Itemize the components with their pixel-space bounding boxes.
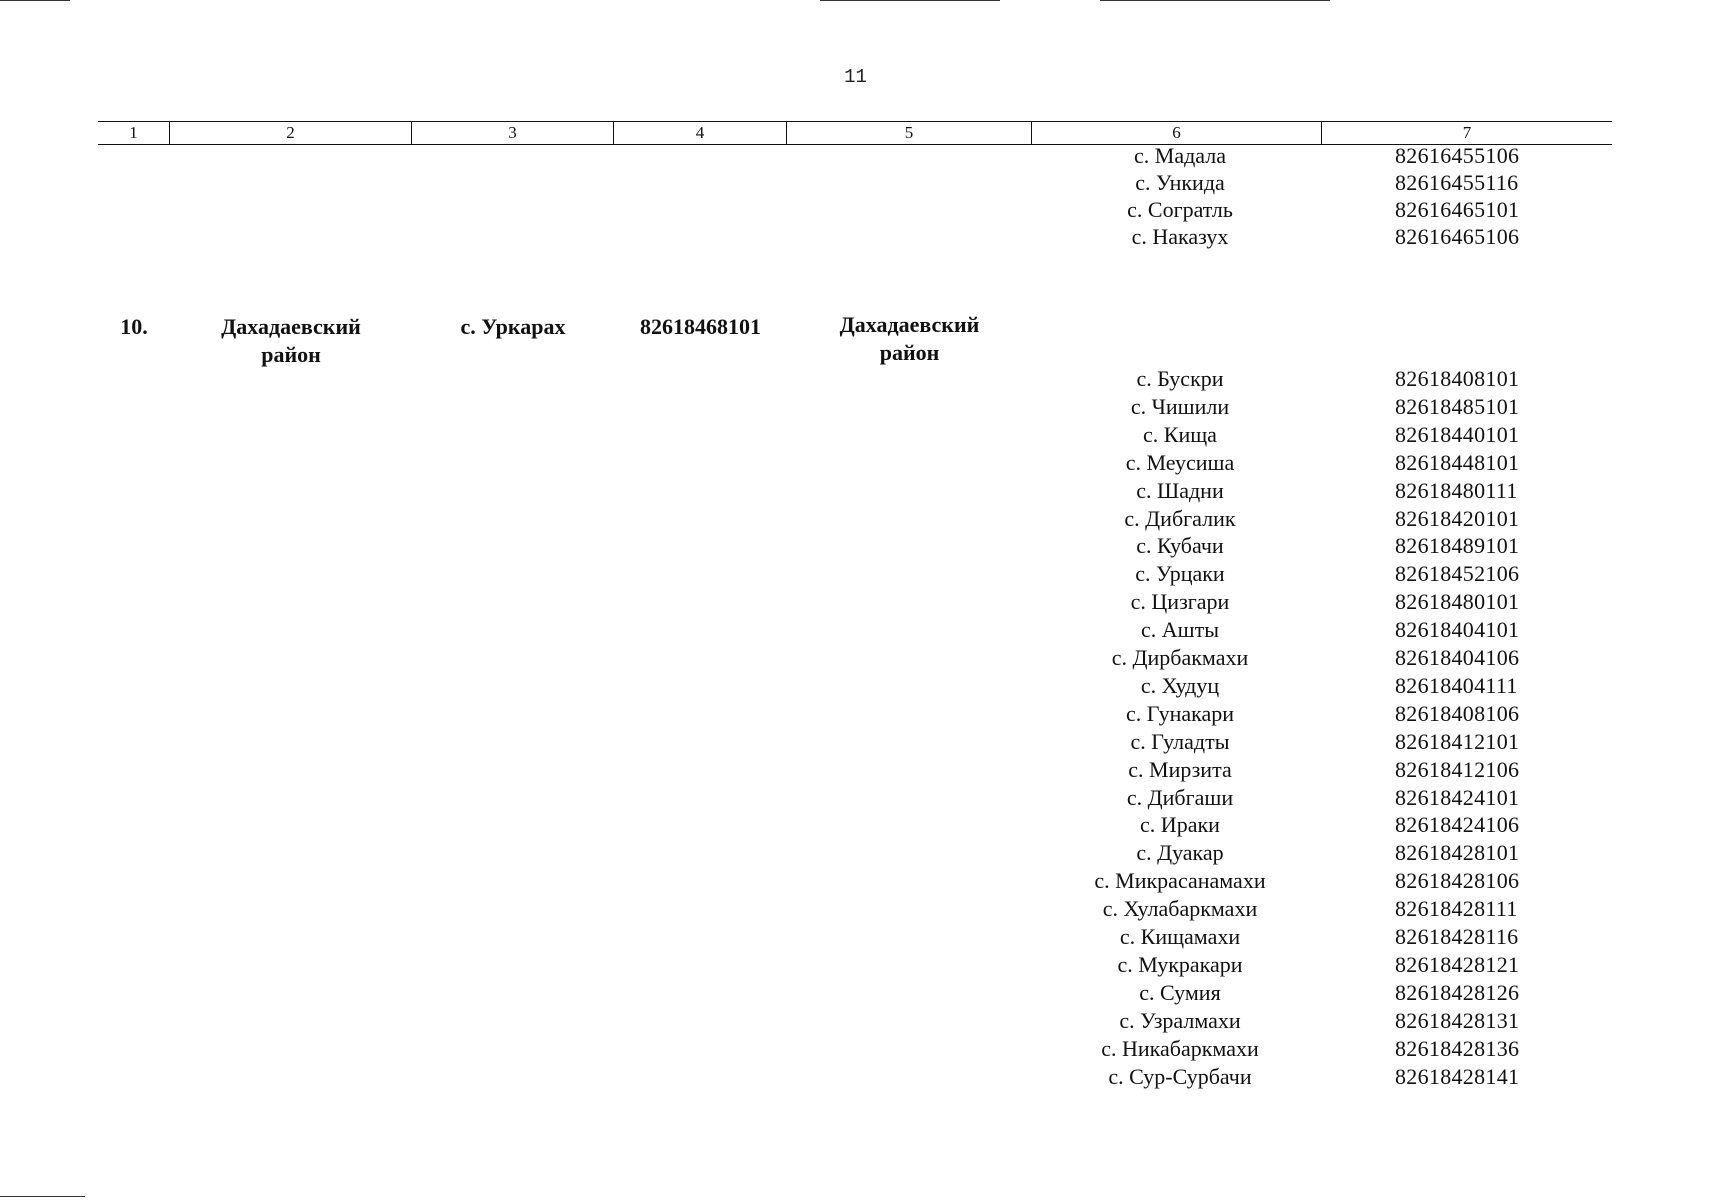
settlement-name: с. Бускри	[1136, 366, 1224, 391]
settlement-name: с. Кища	[1143, 421, 1217, 447]
settlement-name: с. Кубачи	[1136, 533, 1224, 559]
header-col-5: 5	[787, 122, 1032, 144]
settlement-name: с. Кищамахи	[1119, 924, 1241, 949]
settlement-name: с. Гунакари	[1125, 700, 1235, 726]
header-col-3: 3	[412, 122, 614, 144]
municipality-name-line1: Дахадаевский	[839, 312, 980, 337]
settlement-code: 82618404101	[1395, 617, 1520, 643]
district-name	[170, 313, 412, 369]
settlement-code: 82618408106	[1395, 700, 1520, 726]
settlement-name: с. Микрасанамахи	[1094, 868, 1266, 894]
center-code: 82618468101	[640, 314, 761, 339]
settlement-code: 82618480101	[1395, 589, 1520, 615]
settlement-code: 82616455116	[1395, 170, 1519, 195]
settlement-name: с. Узралмахи	[1119, 1007, 1241, 1033]
settlement-code: 82618428136	[1395, 1035, 1520, 1061]
settlement-code: 82618428121	[1395, 951, 1520, 977]
settlement-code: 82618428106	[1395, 868, 1520, 894]
settlement-code: 82618424101	[1395, 784, 1520, 810]
settlement-code: 82618428101	[1395, 840, 1520, 866]
settlement-name: с. Худуц	[1140, 672, 1220, 698]
page-number: 11	[844, 66, 867, 88]
settlement-code: 82618428126	[1395, 979, 1520, 1005]
settlement-code: 82618424106	[1395, 812, 1520, 838]
settlement-code: 82618489101	[1395, 533, 1520, 559]
settlement-name: с. Чишили	[1130, 393, 1230, 419]
settlement-name: с. Ункида	[1135, 170, 1225, 195]
settlement-code: 82618412106	[1395, 756, 1520, 782]
settlement-name: с. Мирзита	[1128, 756, 1232, 782]
settlement-name: с. Согратль	[1127, 197, 1233, 222]
settlement-code: 82618448101	[1395, 449, 1520, 475]
settlement-code: 82618440101	[1395, 421, 1520, 447]
settlement-name: с. Меусиша	[1125, 449, 1235, 475]
settlement-name: с. Сумия	[1139, 979, 1221, 1005]
settlement-code: 82618428116	[1395, 924, 1519, 949]
column-number-header	[98, 121, 1612, 145]
settlement-code: 82618485101	[1395, 393, 1520, 419]
settlement-code: 82616465106	[1395, 224, 1520, 249]
settlement-code: 82618404111	[1395, 672, 1518, 698]
header-col-2: 2	[170, 122, 412, 144]
entry-number: 10.	[120, 314, 148, 339]
settlement-name: с. Дуакар	[1136, 840, 1224, 866]
settlement-name: с. Наказух	[1131, 224, 1229, 249]
settlement-name: с. Дибгалик	[1124, 505, 1236, 531]
settlement-code: 82618480111	[1395, 477, 1518, 503]
header-col-7: 7	[1462, 123, 1472, 142]
header-col-6: 6	[1032, 122, 1322, 144]
header-col-4: 4	[614, 122, 787, 144]
settlement-code: 82618404106	[1395, 645, 1520, 670]
administrative-center: с. Уркарах	[460, 314, 566, 339]
settlement-name: с. Мукракари	[1117, 951, 1243, 977]
district-name-line1: Дахадаевский	[221, 314, 361, 339]
settlement-name: с. Шадни	[1136, 477, 1224, 503]
settlement-name: с. Никабаркмахи	[1101, 1035, 1259, 1061]
settlement-name: с. Дирбакмахи	[1111, 645, 1249, 670]
district-name-line2: район	[261, 342, 321, 367]
settlement-code: 82618408101	[1395, 366, 1520, 391]
settlement-name: с. Мадала	[1134, 143, 1226, 168]
municipality-name	[787, 311, 1032, 367]
settlement-name: с. Гуладты	[1130, 728, 1230, 754]
settlement-name: с. Дибгаши	[1126, 784, 1234, 810]
settlement-name: с. Цизгари	[1130, 589, 1230, 615]
settlement-name: с. Ашты	[1141, 617, 1219, 643]
header-col-1: 1	[98, 122, 170, 144]
settlement-code: 82618412101	[1395, 728, 1520, 754]
settlement-code: 82618452106	[1395, 561, 1520, 587]
settlement-name: с. Ираки	[1140, 812, 1220, 838]
settlement-name: с. Хулабаркмахи	[1102, 896, 1258, 922]
settlement-code: 82618428131	[1395, 1007, 1520, 1033]
settlement-code: 82616455106	[1395, 143, 1520, 168]
settlement-name: с. Сур-Сурбачи	[1108, 1063, 1252, 1089]
settlement-code: 82618420101	[1395, 505, 1520, 531]
municipality-name-line2: район	[879, 340, 940, 365]
settlement-code: 82618428111	[1395, 896, 1518, 922]
settlement-code: 82618428141	[1395, 1063, 1520, 1089]
settlement-code: 82616465101	[1395, 197, 1520, 222]
settlement-name: с. Урцаки	[1135, 561, 1225, 587]
